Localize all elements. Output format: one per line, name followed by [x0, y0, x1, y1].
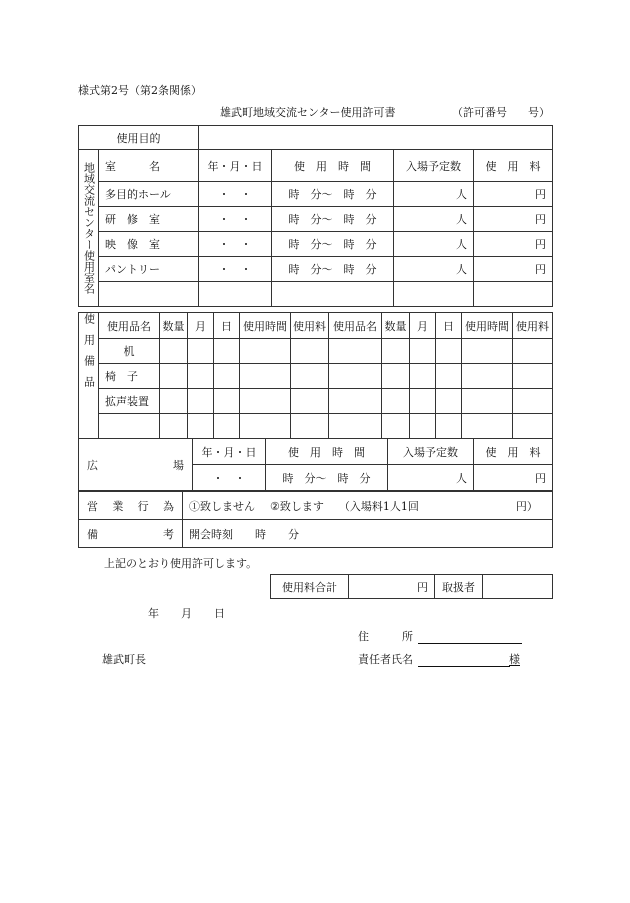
- fee-header: 使 用 料: [474, 150, 553, 182]
- business-options: [183, 492, 553, 520]
- eq-header: 月: [188, 313, 214, 339]
- room-time[interactable]: 時 分〜 時 分: [272, 207, 394, 232]
- room-header: 室 名: [99, 150, 199, 182]
- date-line: 年 月 日: [148, 607, 225, 620]
- room-fee[interactable]: 円: [474, 207, 553, 232]
- eq-header: 数量: [160, 313, 188, 339]
- name-field[interactable]: [418, 653, 510, 667]
- purpose-label: 使用目的: [79, 126, 199, 150]
- permit-number-suffix: 号）: [528, 106, 550, 119]
- room-time[interactable]: 時 分〜 時 分: [272, 257, 394, 282]
- eq-header: 日: [214, 313, 240, 339]
- room-fee[interactable]: 円: [474, 257, 553, 282]
- plaza-fee[interactable]: 円: [474, 465, 553, 491]
- business-option-no[interactable]: ①致しません: [189, 499, 255, 513]
- room-people[interactable]: 人: [394, 207, 474, 232]
- room-fee[interactable]: 円: [474, 182, 553, 207]
- eq-header: 使用時間: [462, 313, 513, 339]
- plaza-date-header: 年・月・日: [193, 439, 266, 465]
- fee-total-field[interactable]: 円: [349, 575, 435, 599]
- handler-label: 取扱者: [435, 575, 483, 599]
- room-name: 多目的ホール: [99, 182, 199, 207]
- equipment-side-label: 使用備品: [79, 313, 99, 439]
- business-fee-yen: 円）: [515, 499, 538, 513]
- attendance-header: 入場予定数: [394, 150, 474, 182]
- room-name-blank[interactable]: [99, 282, 199, 307]
- eq-header: 使用料: [513, 313, 553, 339]
- remarks-text[interactable]: 開会時刻 時 分: [183, 520, 553, 548]
- purpose-field[interactable]: [199, 126, 553, 150]
- business-option-yes[interactable]: ②致します: [270, 499, 324, 513]
- form-number: 様式第2号（第2条関係）: [78, 84, 202, 97]
- equipment-item: 拡声装置: [99, 389, 160, 414]
- eq-header: 使用時間: [240, 313, 291, 339]
- room-fee-blank[interactable]: [474, 282, 553, 307]
- permission-text: 上記のとおり使用許可します。: [104, 557, 258, 570]
- address-label: 住 所: [358, 630, 413, 643]
- document-title: 雄武町地域交流センター使用許可書: [220, 106, 396, 119]
- plaza-date[interactable]: ・ ・: [193, 465, 266, 491]
- business-label: 営 業 行 為: [79, 492, 183, 520]
- address-field[interactable]: [418, 630, 522, 644]
- room-name: 研 修 室: [99, 207, 199, 232]
- room-people[interactable]: 人: [394, 182, 474, 207]
- eq-header: 使用品名: [329, 313, 382, 339]
- remarks-label: 備 考: [79, 520, 183, 548]
- totals-table: [270, 574, 553, 599]
- fee-total-label: 使用料合計: [271, 575, 349, 599]
- name-suffix: 様: [509, 653, 520, 666]
- room-date[interactable]: ・ ・: [199, 232, 272, 257]
- plaza-people[interactable]: 人: [388, 465, 474, 491]
- plaza-table: [78, 438, 553, 491]
- time-header: 使 用 時 間: [272, 150, 394, 182]
- plaza-time-header: 使 用 時 間: [266, 439, 388, 465]
- room-name: 映 像 室: [99, 232, 199, 257]
- date-header: 年・月・日: [199, 150, 272, 182]
- room-date-blank[interactable]: [199, 282, 272, 307]
- rooms-side-label: 地域交流センター使用室名: [79, 150, 99, 307]
- equipment-item: 椅 子: [99, 364, 160, 389]
- business-remarks-table: [78, 491, 553, 548]
- room-date[interactable]: ・ ・: [199, 182, 272, 207]
- room-time[interactable]: 時 分〜 時 分: [272, 182, 394, 207]
- room-fee[interactable]: 円: [474, 232, 553, 257]
- room-people[interactable]: 人: [394, 257, 474, 282]
- room-people[interactable]: 人: [394, 232, 474, 257]
- plaza-fee-header: 使 用 料: [474, 439, 553, 465]
- eq-header: 使用料: [291, 313, 329, 339]
- room-date[interactable]: ・ ・: [199, 257, 272, 282]
- permit-table: [78, 125, 553, 307]
- room-time-blank[interactable]: [272, 282, 394, 307]
- equipment-item: 机: [99, 339, 160, 364]
- plaza-attendance-header: 入場予定数: [388, 439, 474, 465]
- name-label: 責任者氏名: [358, 653, 413, 666]
- plaza-time[interactable]: 時 分〜 時 分: [266, 465, 388, 491]
- handler-field[interactable]: [483, 575, 553, 599]
- room-date[interactable]: ・ ・: [199, 207, 272, 232]
- plaza-label: 広 場: [79, 439, 193, 491]
- eq-header: 日: [436, 313, 462, 339]
- permit-number-label: （許可番号: [452, 106, 507, 119]
- equipment-table: [78, 312, 553, 439]
- eq-header: 月: [410, 313, 436, 339]
- mayor-title: 雄武町長: [102, 653, 146, 666]
- eq-header: 数量: [382, 313, 410, 339]
- room-people-blank[interactable]: [394, 282, 474, 307]
- room-name: パントリー: [99, 257, 199, 282]
- business-fee-note: （入場料1人1回: [338, 499, 419, 513]
- room-time[interactable]: 時 分〜 時 分: [272, 232, 394, 257]
- eq-header: 使用品名: [99, 313, 160, 339]
